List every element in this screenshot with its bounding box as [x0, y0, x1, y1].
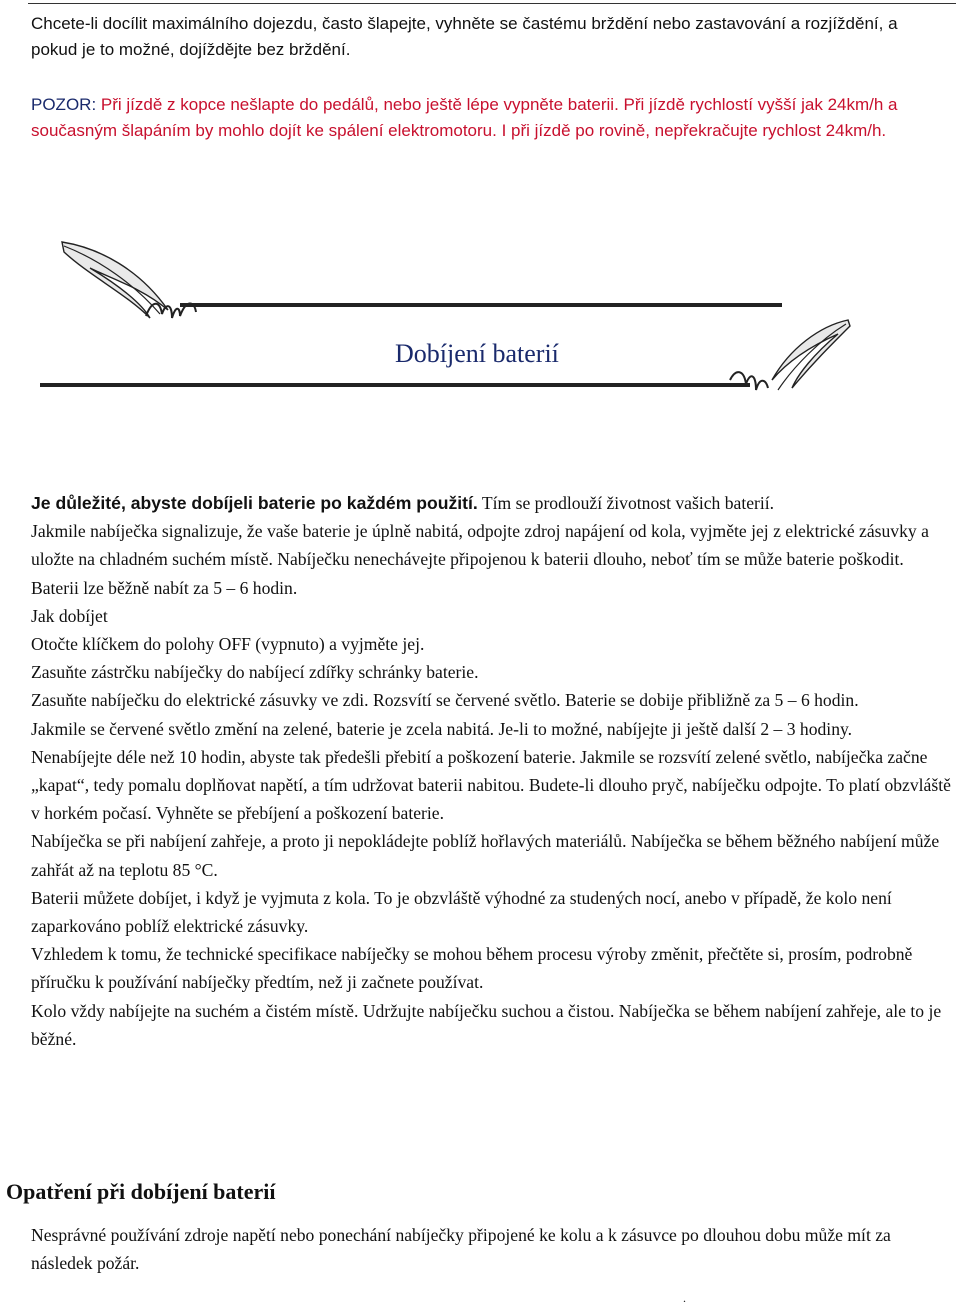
body-paragraph: Jak dobíjet	[31, 605, 108, 626]
important-note	[31, 489, 956, 517]
top-rule	[28, 3, 956, 4]
body-paragraph: Nenabíjejte déle než 10 hodin, abyste tak předešli přebití a poškození baterie. Jakmile se rozsvítí zelené světlo, nabíječka začne „kapat“, tedy pomalu doplňovat napětí, a tím udržovat baterii nabitou. Budete-li dlouho pryč, nabíječku odpojte. To platí obzvláště v horkém počasí. Vyhněte se přebíjení a poškození baterie.	[31, 746, 951, 824]
intro-text: Chcete-li docílit maximálního dojezdu, často šlapejte, vyhněte se častému brždění nebo zastavování a rozjíždění, a pokud je to možné, dojíždějte bez brždění.	[31, 14, 898, 59]
body-paragraph: Zasuňte nabíječku do elektrické zásuvky ve zdi. Rozsvítí se červené světlo. Baterie se dobije přibližně za 5 – 6 hodin.	[31, 690, 859, 711]
warning-body: Při jízdě z kopce nešlapte do pedálů, nebo ještě lépe vypněte baterii. Při jízdě rychlostí vyšší jak 24km/h a současným šlapáním by mohlo dojít ke spálení elektromotoru. I při jízdě po rovině, nepřekračujte rychlost 24km/h.	[31, 95, 898, 140]
body-paragraph: Otočte klíčkem do polohy OFF (vypnuto) a vyjměte jej.	[31, 634, 425, 655]
body-paragraph: Jakmile nabíječka signalizuje, že vaše baterie je úplně nabitá, odpojte zdroj napájení od kola, vyjměte jej z elektrické zásuvky a uložte na chladném suchém místě. Nabíječku nenechávejte připojenou k baterii dlouho, neboť tím se může baterie poškodit. Baterii lze běžně nabít za 5 – 6 hodin.	[31, 521, 929, 598]
body-paragraph: Kolo vždy nabíjejte na suchém a čistém místě. Udržujte nabíječku suchou a čistou. Nabíječka se během nabíjení zahřeje, ale to je běžné.	[31, 1000, 942, 1049]
intro-paragraph	[31, 11, 941, 63]
banner-title: Dobíjení baterií	[395, 339, 559, 368]
body-paragraph: Nabíječka se při nabíjení zahřeje, a proto ji nepokládejte poblíž hořlavých materiálů. Nabíječka se během běžného nabíjení může zahřát až na teplotu 85 °C.	[31, 831, 940, 880]
warning-lead: POZOR:	[31, 95, 97, 114]
section-heading: Opatření při dobíjení baterií	[6, 1179, 276, 1204]
quill-icon-lower	[730, 320, 850, 390]
important-note-bold: Je důležité, abyste dobíjeli baterie po každém použití.	[31, 493, 478, 513]
section-text: Nesprávné používání zdroje napětí nebo ponechání nabíječky připojené ke kolu a k zásuvce po dlouhou dobu může mít za následek požár.	[31, 1225, 891, 1274]
charging-instructions	[31, 489, 956, 1053]
body-paragraph: Zasuňte zástrčku nabíječky do nabíjecí zdířky schránky baterie.	[31, 662, 479, 683]
section-banner-ornament	[30, 230, 860, 430]
quill-icon-upper	[62, 242, 196, 318]
important-note-rest: Tím se prodlouží životnost vašich baterií.	[477, 493, 775, 513]
warning-paragraph	[31, 92, 941, 144]
warning-text	[31, 92, 941, 144]
body-paragraph: Jakmile se červené světlo změní na zelené, baterie je zcela nabitá. Je-li to možné, nabíjejte ji ještě další 2 – 3 hodiny.	[31, 718, 853, 739]
page-marker: .	[683, 1291, 686, 1305]
body-paragraph: Baterii můžete dobíjet, i když je vyjmuta z kola. To je obzvláště výhodné za studených nocí, anebo v případě, že kolo není zaparkováno poblíž elektrické zásuvky.	[31, 887, 892, 937]
body-paragraph: Vzhledem k tomu, že technické specifikace nabíječky se mohou během procesu výroby změnit, přečtěte si, prosím, podrobně příručku k používání nabíječky předtím, než ji začnete používat.	[31, 944, 913, 993]
